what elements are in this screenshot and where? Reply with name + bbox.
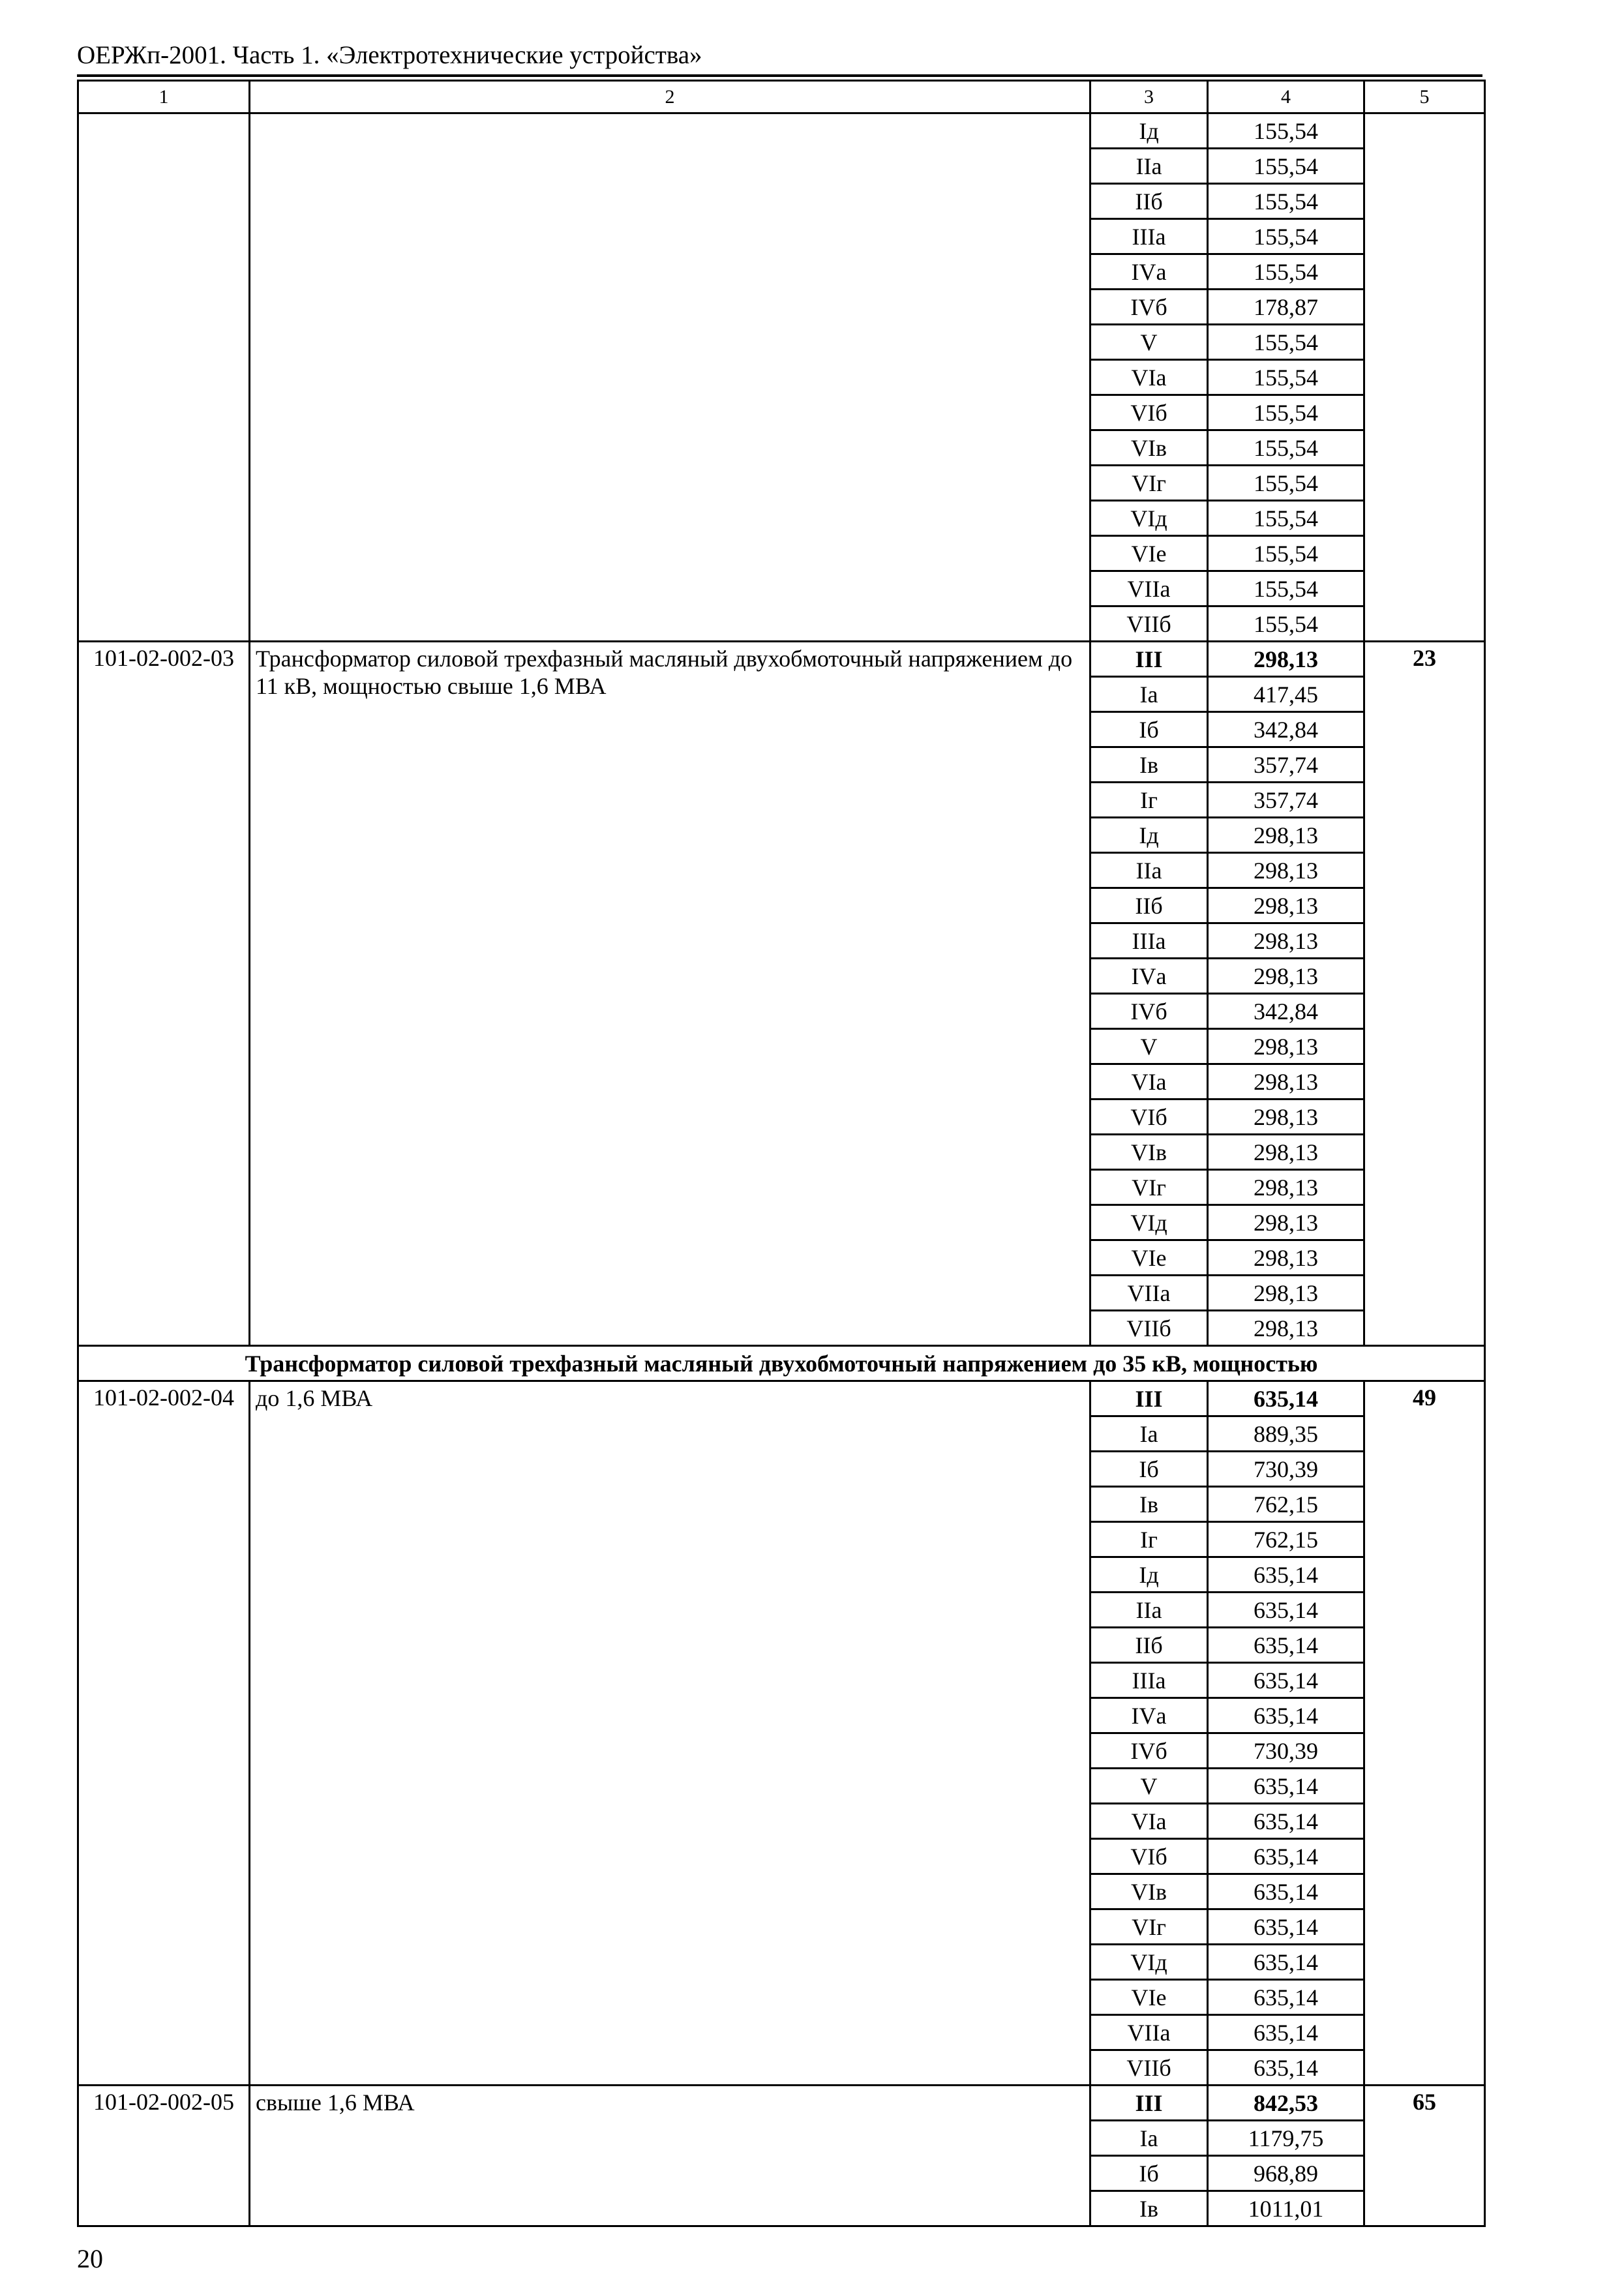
zone-cell: VIе: [1090, 1240, 1208, 1276]
price-cell: 298,13: [1208, 1170, 1364, 1205]
zone-cell: IIIа: [1090, 1663, 1208, 1698]
price-cell: 155,54: [1208, 184, 1364, 219]
zone-cell: IIа: [1090, 1593, 1208, 1628]
zone-cell: VIIа: [1090, 2015, 1208, 2050]
zone-cell: IVа: [1090, 1698, 1208, 1733]
zone-cell: Iг: [1090, 783, 1208, 818]
header-rule: [77, 74, 1482, 77]
price-cell: 635,14: [1208, 1769, 1364, 1804]
zone-cell: VIб: [1090, 1100, 1208, 1135]
zone-cell: IVб: [1090, 290, 1208, 325]
zone-cell: VIб: [1090, 1839, 1208, 1874]
zone-cell: Iв: [1090, 747, 1208, 783]
price-cell: 298,13: [1208, 959, 1364, 994]
price-cell: 635,14: [1208, 1663, 1364, 1698]
zone-cell: VIа: [1090, 360, 1208, 395]
zone-cell: Iд: [1090, 818, 1208, 853]
zone-cell: VIIб: [1090, 606, 1208, 642]
table-row: [78, 1381, 1485, 1416]
zone-cell: VIг: [1090, 1909, 1208, 1945]
price-cell: 298,13: [1208, 1135, 1364, 1170]
zone-cell: IVа: [1090, 254, 1208, 290]
price-cell: 635,14: [1208, 2050, 1364, 2086]
zone-cell: III: [1090, 642, 1208, 677]
price-cell: 155,54: [1208, 254, 1364, 290]
price-cell: 298,13: [1208, 1276, 1364, 1311]
price-cell: 635,14: [1208, 1839, 1364, 1874]
item-code: 101-02-002-05: [78, 2086, 250, 2226]
zone-cell: VIг: [1090, 1170, 1208, 1205]
zone-cell: VIIб: [1090, 1311, 1208, 1346]
price-cell: 155,54: [1208, 149, 1364, 184]
price-cell: 155,54: [1208, 325, 1364, 360]
item-description: свыше 1,6 МВА: [250, 2086, 1090, 2226]
column-number: 5: [1364, 81, 1485, 113]
zone-cell: Iд: [1090, 1557, 1208, 1593]
zone-cell: Iд: [1090, 113, 1208, 149]
zone-cell: Iв: [1090, 2191, 1208, 2226]
price-cell: 635,14: [1208, 1909, 1364, 1945]
zone-cell: VIв: [1090, 1135, 1208, 1170]
price-cell: 298,13: [1208, 1064, 1364, 1100]
price-cell: 1179,75: [1208, 2121, 1364, 2156]
zone-cell: Iб: [1090, 2156, 1208, 2191]
zone-cell: Iв: [1090, 1487, 1208, 1522]
price-cell: 635,14: [1208, 1628, 1364, 1663]
column-number: 3: [1090, 81, 1208, 113]
price-cell: 155,54: [1208, 219, 1364, 254]
zone-cell: IIб: [1090, 184, 1208, 219]
price-cell: 298,13: [1208, 853, 1364, 888]
zone-cell: V: [1090, 325, 1208, 360]
price-cell: 635,14: [1208, 2015, 1364, 2050]
price-cell: 635,14: [1208, 1980, 1364, 2015]
zone-cell: VIд: [1090, 501, 1208, 536]
table-row: [78, 642, 1485, 677]
price-cell: 298,13: [1208, 1240, 1364, 1276]
zone-cell: Iг: [1090, 1522, 1208, 1557]
group-heading: Трансформатор силовой трехфазный масляный двухобмоточный напряжением до 35 кВ, мощностью: [78, 1346, 1485, 1381]
zone-cell: VIд: [1090, 1205, 1208, 1240]
table-row: [78, 113, 1485, 149]
price-cell: 417,45: [1208, 677, 1364, 712]
price-cell: 155,54: [1208, 113, 1364, 149]
zone-cell: IIб: [1090, 1628, 1208, 1663]
price-cell: 155,54: [1208, 501, 1364, 536]
rates-table: [77, 80, 1486, 2227]
price-cell: 155,54: [1208, 571, 1364, 606]
zone-cell: VIа: [1090, 1064, 1208, 1100]
price-cell: 155,54: [1208, 360, 1364, 395]
item-code: [78, 113, 250, 642]
document-header: ОЕРЖп-2001. Часть 1. «Электротехнические устройства»: [77, 41, 702, 69]
price-cell: 968,89: [1208, 2156, 1364, 2191]
price-cell: 298,13: [1208, 1311, 1364, 1346]
price-cell: 357,74: [1208, 783, 1364, 818]
column-number: 4: [1208, 81, 1364, 113]
zone-cell: VIе: [1090, 536, 1208, 571]
zone-cell: VIд: [1090, 1945, 1208, 1980]
zone-cell: VIIб: [1090, 2050, 1208, 2086]
price-cell: 298,13: [1208, 818, 1364, 853]
price-cell: 155,54: [1208, 466, 1364, 501]
item-code: 101-02-002-03: [78, 642, 250, 1346]
price-cell: 298,13: [1208, 642, 1364, 677]
page-number: 20: [77, 2244, 103, 2273]
price-cell: 298,13: [1208, 1029, 1364, 1064]
price-cell: 155,54: [1208, 606, 1364, 642]
zone-cell: VIв: [1090, 1874, 1208, 1909]
zone-cell: III: [1090, 2086, 1208, 2121]
item-description: [250, 113, 1090, 642]
price-cell: 635,14: [1208, 1804, 1364, 1839]
column-5-value: 65: [1364, 2086, 1485, 2226]
column-5-value: 23: [1364, 642, 1485, 1346]
column-number-row: [78, 81, 1485, 113]
price-cell: 357,74: [1208, 747, 1364, 783]
price-cell: 762,15: [1208, 1522, 1364, 1557]
price-cell: 889,35: [1208, 1416, 1364, 1452]
price-cell: 1011,01: [1208, 2191, 1364, 2226]
price-cell: 635,14: [1208, 1593, 1364, 1628]
zone-cell: IIа: [1090, 853, 1208, 888]
zone-cell: IVб: [1090, 1733, 1208, 1769]
zone-cell: VIа: [1090, 1804, 1208, 1839]
column-5-value: 49: [1364, 1381, 1485, 2086]
price-cell: 635,14: [1208, 1945, 1364, 1980]
price-cell: 730,39: [1208, 1733, 1364, 1769]
price-cell: 155,54: [1208, 430, 1364, 466]
zone-cell: IIб: [1090, 888, 1208, 923]
zone-cell: Iб: [1090, 1452, 1208, 1487]
price-cell: 298,13: [1208, 1100, 1364, 1135]
zone-cell: V: [1090, 1769, 1208, 1804]
price-cell: 762,15: [1208, 1487, 1364, 1522]
group-heading-row: [78, 1346, 1485, 1381]
table-row: [78, 2086, 1485, 2121]
zone-cell: Iа: [1090, 2121, 1208, 2156]
zone-cell: IIа: [1090, 149, 1208, 184]
zone-cell: IIIа: [1090, 923, 1208, 959]
price-cell: 635,14: [1208, 1698, 1364, 1733]
price-cell: 155,54: [1208, 536, 1364, 571]
zone-cell: VIб: [1090, 395, 1208, 430]
zone-cell: VIIа: [1090, 571, 1208, 606]
zone-cell: VIIа: [1090, 1276, 1208, 1311]
table-body: [78, 81, 1485, 2226]
item-description: Трансформатор силовой трехфазный масляный двухобмоточный напряжением до 11 кВ, мощностью свыше 1,6 МВА: [250, 642, 1090, 1346]
zone-cell: Iа: [1090, 1416, 1208, 1452]
column-number: 2: [250, 81, 1090, 113]
zone-cell: Iа: [1090, 677, 1208, 712]
column-number: 1: [78, 81, 250, 113]
item-code: 101-02-002-04: [78, 1381, 250, 2086]
zone-cell: IIIа: [1090, 219, 1208, 254]
zone-cell: IVб: [1090, 994, 1208, 1029]
price-cell: 635,14: [1208, 1557, 1364, 1593]
zone-cell: III: [1090, 1381, 1208, 1416]
zone-cell: VIе: [1090, 1980, 1208, 2015]
price-cell: 342,84: [1208, 712, 1364, 747]
price-cell: 635,14: [1208, 1874, 1364, 1909]
item-description: до 1,6 МВА: [250, 1381, 1090, 2086]
zone-cell: VIв: [1090, 430, 1208, 466]
zone-cell: V: [1090, 1029, 1208, 1064]
price-cell: 298,13: [1208, 888, 1364, 923]
price-cell: 178,87: [1208, 290, 1364, 325]
zone-cell: IVа: [1090, 959, 1208, 994]
zone-cell: Iб: [1090, 712, 1208, 747]
price-cell: 635,14: [1208, 1381, 1364, 1416]
zone-cell: VIг: [1090, 466, 1208, 501]
price-cell: 298,13: [1208, 1205, 1364, 1240]
price-cell: 730,39: [1208, 1452, 1364, 1487]
column-5-value: [1364, 113, 1485, 642]
price-cell: 155,54: [1208, 395, 1364, 430]
price-cell: 298,13: [1208, 923, 1364, 959]
price-cell: 342,84: [1208, 994, 1364, 1029]
price-cell: 842,53: [1208, 2086, 1364, 2121]
